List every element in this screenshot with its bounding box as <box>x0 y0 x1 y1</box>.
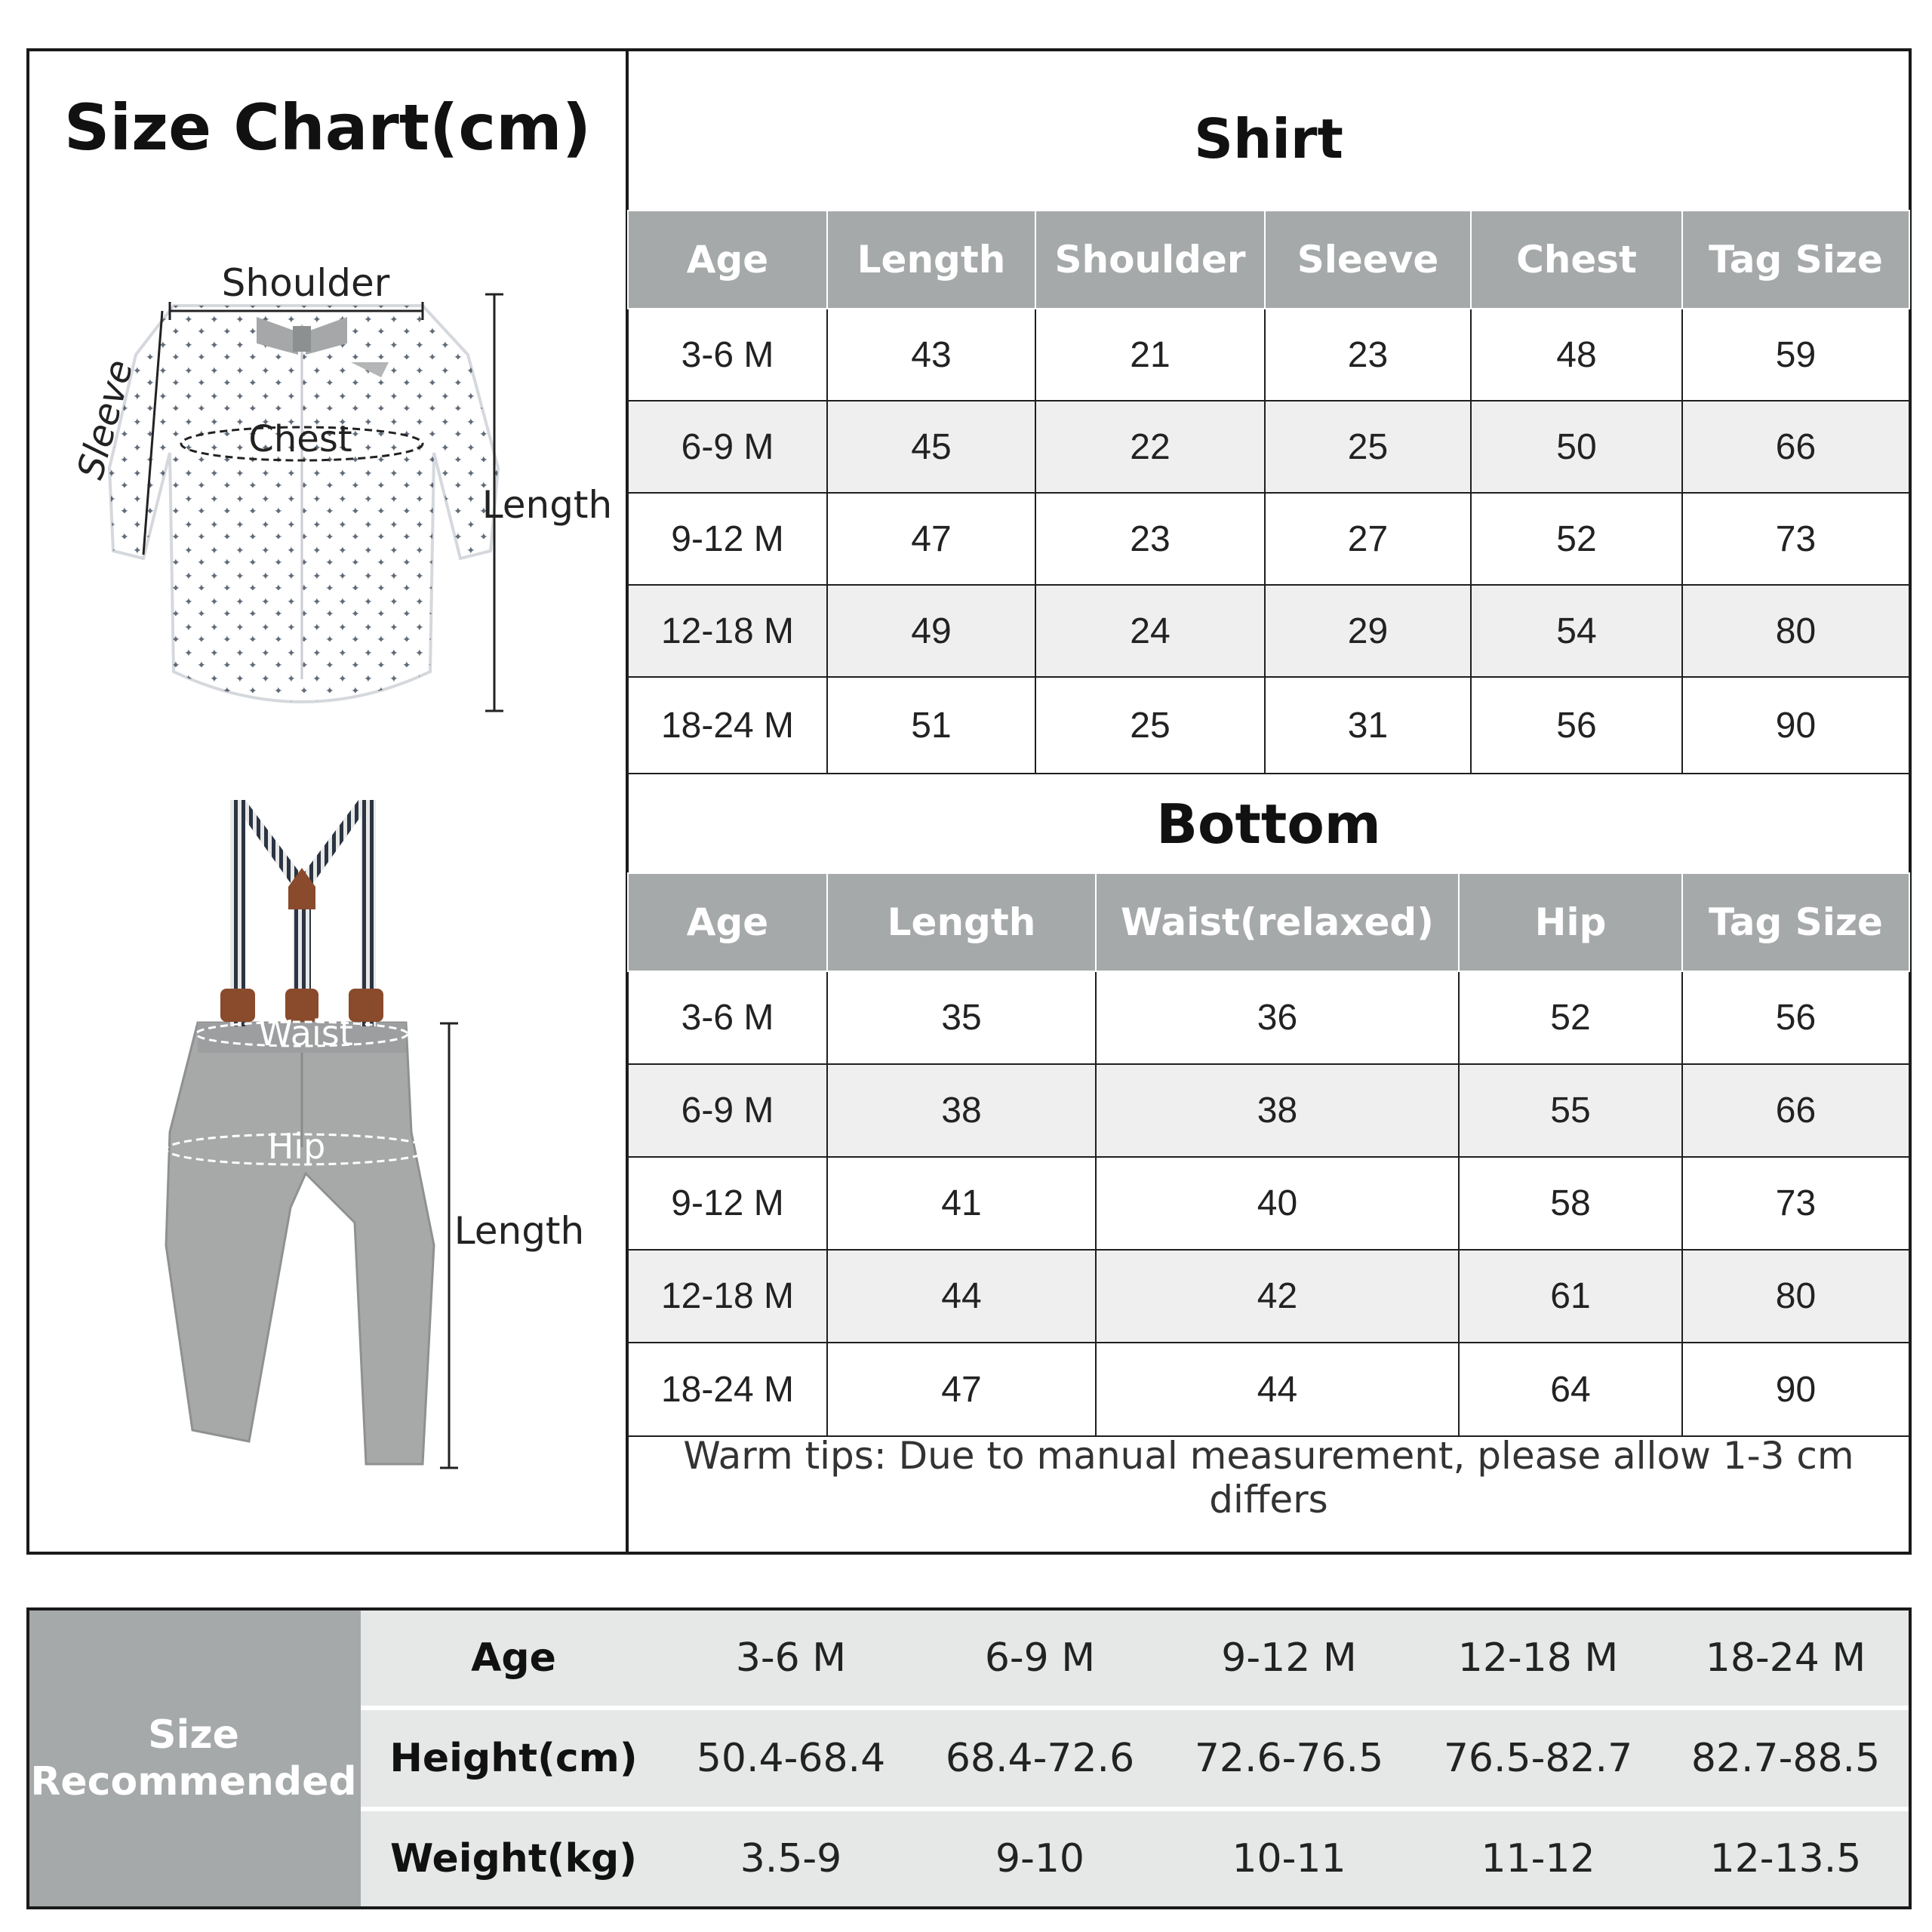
shirt-header-cell: Chest <box>1471 211 1682 309</box>
pants-illustration <box>166 1023 434 1464</box>
shirt-table-cell: 27 <box>1265 493 1471 585</box>
bottom-header-cell: Length <box>827 873 1096 971</box>
recommended-cell: 82.7-88.5 <box>1663 1708 1909 1810</box>
shirt-header-cell: Tag Size <box>1682 211 1909 309</box>
hip-label: Hip <box>267 1126 326 1167</box>
shirt-table-cell: 23 <box>1035 493 1265 585</box>
bottom-table-row <box>628 971 1909 1064</box>
shirt-table-cell: 49 <box>827 585 1035 677</box>
bottom-table-cell: 61 <box>1459 1250 1682 1343</box>
bottom-table-cell: 73 <box>1682 1157 1909 1250</box>
bottom-table-cell: 12-18 M <box>628 1250 827 1343</box>
recommended-row-label: Weight(kg) <box>361 1809 666 1906</box>
shirt-table-row <box>628 401 1909 493</box>
recommended-cell: 68.4-72.6 <box>915 1708 1164 1810</box>
recommended-cell: 10-11 <box>1164 1809 1414 1906</box>
recommended-cell: 6-9 M <box>915 1611 1164 1708</box>
bottom-table-cell: 52 <box>1459 971 1682 1064</box>
shirt-table-cell: 80 <box>1682 585 1909 677</box>
shirt-header-cell: Sleeve <box>1265 211 1471 309</box>
suspenders-illustration <box>220 800 383 1026</box>
recommended-frame <box>26 1607 1912 1909</box>
shirt-title: Shirt <box>1194 107 1343 171</box>
shirt-table-cell: 23 <box>1265 309 1471 401</box>
bottom-length-label: Length <box>454 1209 585 1253</box>
shirt-table-row <box>628 677 1909 774</box>
page-title: Size Chart(cm) <box>63 91 592 165</box>
bottom-table-cell: 47 <box>827 1343 1096 1436</box>
recommended-cell: 9-12 M <box>1164 1611 1414 1708</box>
shirt-table-cell: 6-9 M <box>628 401 827 493</box>
size-recommended-line2: Recommended <box>30 1759 357 1804</box>
shirt-table-cell: 47 <box>827 493 1035 585</box>
bottom-table-cell: 58 <box>1459 1157 1682 1250</box>
bottom-table-row <box>628 1250 1909 1343</box>
bottom-table-cell: 38 <box>1096 1064 1459 1157</box>
shirt-table-row <box>628 309 1909 401</box>
shoulder-label: Shoulder <box>221 261 390 305</box>
shirt-table-cell: 56 <box>1471 677 1682 774</box>
chest-label: Chest <box>248 418 352 460</box>
bottom-table-row <box>628 1157 1909 1250</box>
bottom-table-cell: 38 <box>827 1064 1096 1157</box>
bottom-table-cell: 36 <box>1096 971 1459 1064</box>
shirt-table-cell: 22 <box>1035 401 1265 493</box>
shirt-table-cell: 52 <box>1471 493 1682 585</box>
bottom-table-cell: 64 <box>1459 1343 1682 1436</box>
shirt-table-cell: 59 <box>1682 309 1909 401</box>
recommended-cell: 12-13.5 <box>1663 1809 1909 1906</box>
bottom-table-cell: 18-24 M <box>628 1343 827 1436</box>
shirt-table-cell: 12-18 M <box>628 585 827 677</box>
recommended-cell: 3-6 M <box>666 1611 915 1708</box>
bottom-table-cell: 55 <box>1459 1064 1682 1157</box>
bottom-table-cell: 56 <box>1682 971 1909 1064</box>
shirt-table-cell: 25 <box>1265 401 1471 493</box>
shirt-table-cell: 50 <box>1471 401 1682 493</box>
recommended-cell: 76.5-82.7 <box>1414 1708 1663 1810</box>
bottom-table-cell: 41 <box>827 1157 1096 1250</box>
shirt-table-cell: 51 <box>827 677 1035 774</box>
shirt-table-cell: 9-12 M <box>628 493 827 585</box>
recommended-cell: 12-18 M <box>1414 1611 1663 1708</box>
shirt-table-cell: 90 <box>1682 677 1909 774</box>
bottom-table-row <box>628 1343 1909 1436</box>
shirt-table-cell: 29 <box>1265 585 1471 677</box>
shirt-table-cell: 31 <box>1265 677 1471 774</box>
shirt-length-label: Length <box>481 483 613 527</box>
shirt-table-row <box>628 585 1909 677</box>
shirt-table-cell: 66 <box>1682 401 1909 493</box>
recommended-cell: 3.5-9 <box>666 1809 915 1906</box>
shirt-header-cell: Length <box>827 211 1035 309</box>
shirt-table-cell: 25 <box>1035 677 1265 774</box>
sleeve-label: Sleeve <box>69 355 142 484</box>
shirt-header-cell: Age <box>628 211 827 309</box>
bottom-header-cell: Age <box>628 873 827 971</box>
bottom-table-cell: 66 <box>1682 1064 1909 1157</box>
shirt-size-table <box>627 210 1910 774</box>
bottom-title: Bottom <box>1156 792 1381 856</box>
bottom-table-cell: 90 <box>1682 1343 1909 1436</box>
recommended-row-label: Age <box>361 1611 666 1708</box>
recommended-row-label: Height(cm) <box>361 1708 666 1810</box>
bottom-header-cell: Waist(relaxed) <box>1096 873 1459 971</box>
size-recommended-line1: Size <box>148 1712 239 1758</box>
recommended-cell: 72.6-76.5 <box>1164 1708 1414 1810</box>
bottom-table-cell: 80 <box>1682 1250 1909 1343</box>
bottom-table-row <box>628 1064 1909 1157</box>
bottom-table-cell: 44 <box>827 1250 1096 1343</box>
shirt-table-cell: 54 <box>1471 585 1682 677</box>
shirt-illustration <box>109 306 498 702</box>
waist-label: Waist <box>258 1013 353 1054</box>
shirt-table-cell: 24 <box>1035 585 1265 677</box>
shirt-table-cell: 21 <box>1035 309 1265 401</box>
shirt-table-cell: 3-6 M <box>628 309 827 401</box>
bottom-size-table <box>627 872 1910 1437</box>
bottom-table-cell: 6-9 M <box>628 1064 827 1157</box>
shirt-table-cell: 45 <box>827 401 1035 493</box>
recommended-cell: 11-12 <box>1414 1809 1663 1906</box>
bottom-header-cell: Hip <box>1459 873 1682 971</box>
garment-illustrations <box>0 0 626 1509</box>
shirt-table-cell: 73 <box>1682 493 1909 585</box>
bottom-table-cell: 40 <box>1096 1157 1459 1250</box>
shirt-table-cell: 43 <box>827 309 1035 401</box>
recommended-cell: 50.4-68.4 <box>666 1708 915 1810</box>
shirt-header-cell: Shoulder <box>1035 211 1265 309</box>
bottom-header-cell: Tag Size <box>1682 873 1909 971</box>
shirt-table-cell: 48 <box>1471 309 1682 401</box>
shirt-table-row <box>628 493 1909 585</box>
shirt-table-cell: 18-24 M <box>628 677 827 774</box>
bottom-table-cell: 9-12 M <box>628 1157 827 1250</box>
recommended-cell: 9-10 <box>915 1809 1164 1906</box>
bottom-table-cell: 44 <box>1096 1343 1459 1436</box>
bottom-table-cell: 42 <box>1096 1250 1459 1343</box>
bottom-table-cell: 3-6 M <box>628 971 827 1064</box>
bottom-table-cell: 35 <box>827 971 1096 1064</box>
recommended-cell: 18-24 M <box>1663 1611 1909 1708</box>
warm-tips: Warm tips: Due to manual measurement, please allow 1-3 cm differs <box>683 1434 1854 1521</box>
